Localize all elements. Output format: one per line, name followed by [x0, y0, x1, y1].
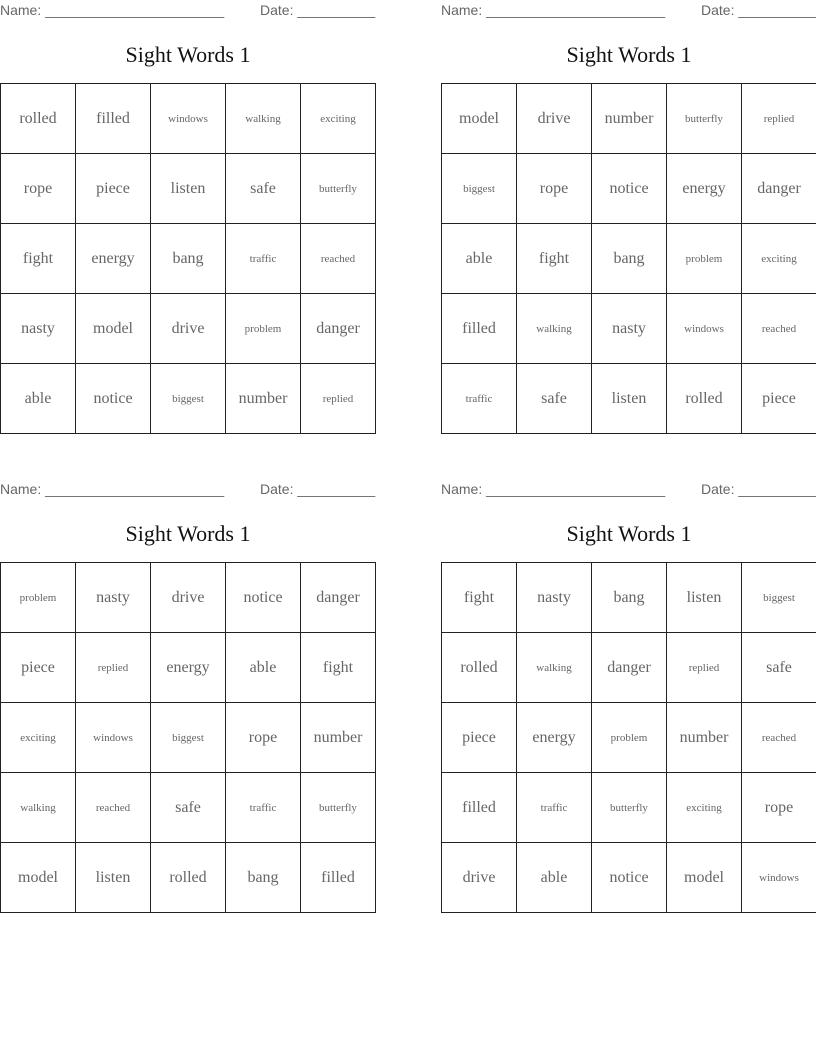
- word-cell: problem: [667, 224, 742, 294]
- date-field[interactable]: Date: __________: [701, 481, 816, 497]
- word-cell: rope: [226, 703, 301, 773]
- word-cell: listen: [151, 154, 226, 224]
- word-cell: rolled: [1, 84, 76, 154]
- word-cell: safe: [151, 773, 226, 843]
- word-cell: exciting: [1, 703, 76, 773]
- word-cell: windows: [742, 843, 816, 913]
- word-cell: bang: [226, 843, 301, 913]
- word-cell: energy: [667, 154, 742, 224]
- word-cell: energy: [517, 703, 592, 773]
- date-field[interactable]: Date: __________: [260, 2, 376, 18]
- word-cell: energy: [76, 224, 151, 294]
- word-cell: nasty: [76, 563, 151, 633]
- word-cell: problem: [1, 563, 76, 633]
- word-cell: bang: [592, 563, 667, 633]
- word-cell: drive: [517, 84, 592, 154]
- word-cell: filled: [76, 84, 151, 154]
- word-cell: able: [517, 843, 592, 913]
- word-cell: drive: [151, 294, 226, 364]
- word-cell: butterfly: [301, 154, 376, 224]
- word-cell: rolled: [442, 633, 517, 703]
- word-cell: fight: [301, 633, 376, 703]
- word-cell: safe: [226, 154, 301, 224]
- word-cell: traffic: [442, 364, 517, 434]
- card-title: Sight Words 1: [125, 42, 251, 67]
- word-cell: notice: [592, 154, 667, 224]
- word-cell: number: [301, 703, 376, 773]
- word-cell: notice: [226, 563, 301, 633]
- word-grid: [0, 562, 376, 913]
- word-cell: rolled: [667, 364, 742, 434]
- word-cell: listen: [592, 364, 667, 434]
- word-cell: piece: [76, 154, 151, 224]
- word-cell: notice: [592, 843, 667, 913]
- word-grid: [441, 562, 816, 913]
- word-cell: able: [442, 224, 517, 294]
- word-cell: fight: [442, 563, 517, 633]
- word-cell: walking: [226, 84, 301, 154]
- word-cell: bang: [151, 224, 226, 294]
- word-cell: windows: [667, 294, 742, 364]
- word-cell: biggest: [442, 154, 517, 224]
- card-title: Sight Words 1: [566, 42, 692, 67]
- word-cell: exciting: [667, 773, 742, 843]
- word-cell: fight: [517, 224, 592, 294]
- word-cell: replied: [742, 84, 816, 154]
- word-cell: number: [592, 84, 667, 154]
- word-cell: nasty: [592, 294, 667, 364]
- word-cell: traffic: [226, 773, 301, 843]
- date-field[interactable]: Date: __________: [701, 2, 816, 18]
- word-cell: filled: [442, 294, 517, 364]
- word-cell: rope: [742, 773, 816, 843]
- word-cell: nasty: [1, 294, 76, 364]
- word-cell: rope: [517, 154, 592, 224]
- word-cell: fight: [1, 224, 76, 294]
- word-cell: danger: [592, 633, 667, 703]
- word-cell: biggest: [151, 364, 226, 434]
- word-cell: traffic: [226, 224, 301, 294]
- word-cell: drive: [151, 563, 226, 633]
- word-cell: filled: [442, 773, 517, 843]
- name-field[interactable]: Name: _______________________: [441, 481, 666, 497]
- word-cell: filled: [301, 843, 376, 913]
- word-cell: safe: [517, 364, 592, 434]
- word-cell: model: [1, 843, 76, 913]
- word-cell: windows: [151, 84, 226, 154]
- word-cell: replied: [301, 364, 376, 434]
- word-cell: safe: [742, 633, 816, 703]
- word-cell: nasty: [517, 563, 592, 633]
- word-cell: replied: [667, 633, 742, 703]
- word-cell: piece: [742, 364, 816, 434]
- word-cell: exciting: [742, 224, 816, 294]
- word-cell: notice: [76, 364, 151, 434]
- word-cell: walking: [517, 294, 592, 364]
- word-cell: butterfly: [667, 84, 742, 154]
- word-cell: model: [442, 84, 517, 154]
- word-cell: biggest: [742, 563, 816, 633]
- card-title: Sight Words 1: [566, 521, 692, 546]
- word-cell: butterfly: [301, 773, 376, 843]
- word-cell: model: [76, 294, 151, 364]
- word-cell: rolled: [151, 843, 226, 913]
- word-cell: piece: [1, 633, 76, 703]
- word-cell: biggest: [151, 703, 226, 773]
- word-cell: reached: [742, 703, 816, 773]
- word-cell: bang: [592, 224, 667, 294]
- name-field[interactable]: Name: _______________________: [0, 481, 225, 497]
- word-cell: traffic: [517, 773, 592, 843]
- word-cell: model: [667, 843, 742, 913]
- word-cell: reached: [76, 773, 151, 843]
- word-cell: able: [1, 364, 76, 434]
- word-cell: problem: [226, 294, 301, 364]
- word-cell: danger: [301, 294, 376, 364]
- word-cell: replied: [76, 633, 151, 703]
- word-cell: number: [667, 703, 742, 773]
- date-field[interactable]: Date: __________: [260, 481, 376, 497]
- word-grid: [0, 83, 376, 434]
- word-cell: butterfly: [592, 773, 667, 843]
- word-cell: listen: [76, 843, 151, 913]
- word-cell: rope: [1, 154, 76, 224]
- word-grid: [441, 83, 816, 434]
- word-cell: problem: [592, 703, 667, 773]
- word-cell: listen: [667, 563, 742, 633]
- word-cell: exciting: [301, 84, 376, 154]
- card-title: Sight Words 1: [125, 521, 251, 546]
- word-cell: danger: [742, 154, 816, 224]
- word-cell: windows: [76, 703, 151, 773]
- word-cell: danger: [301, 563, 376, 633]
- word-cell: number: [226, 364, 301, 434]
- word-cell: drive: [442, 843, 517, 913]
- word-cell: walking: [517, 633, 592, 703]
- name-field[interactable]: Name: _______________________: [0, 2, 225, 18]
- word-cell: walking: [1, 773, 76, 843]
- word-cell: reached: [301, 224, 376, 294]
- word-cell: energy: [151, 633, 226, 703]
- name-field[interactable]: Name: _______________________: [441, 2, 666, 18]
- word-cell: reached: [742, 294, 816, 364]
- word-cell: able: [226, 633, 301, 703]
- word-cell: piece: [442, 703, 517, 773]
